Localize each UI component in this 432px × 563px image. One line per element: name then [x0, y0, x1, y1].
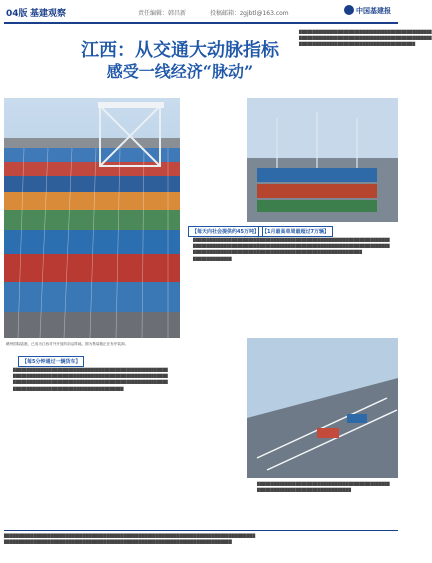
subhead-traffic: 【1月最高单周最超过7万辆】 [258, 226, 333, 237]
body-text-middle: ████████████████████████ ████████████████████████ ████████████████████████ ██████████████ [193, 238, 260, 261]
headline [70, 40, 290, 82]
subhead-freight: 【每天向社会提供约45万吨】 [188, 226, 263, 237]
body-text-right: ████████████████████████████████████████████████ ████████████████████████████████████████████████ ██████████████████████████████████████ [257, 238, 390, 255]
footer-rule [4, 530, 398, 531]
submission-email: 投稿邮箱：zgjbtl@163.com [210, 10, 289, 17]
page-footer [4, 533, 398, 545]
logo-text: 中国基建报 [356, 7, 391, 15]
page-number: 04版 [6, 9, 28, 19]
train-photo [247, 98, 398, 222]
body-text-top-right: ████████████████████████████████████████████████ ████████████████████████████████████████████████ ██████████████████████████████████████████ [299, 30, 432, 47]
header-rule [4, 22, 398, 24]
editor-credit: 责任编辑：韩昌新 [138, 10, 187, 17]
footer-line-1: ██████████████████████████████████████████████████████████████████████████████████████ [4, 533, 256, 538]
section-name: 基建观察 [30, 9, 67, 19]
photo-caption: 赣州国际陆港，已成为江西对外开放的前沿阵地。图为集装箱正在有序装卸。 [6, 342, 129, 346]
body-text-bottom-right: ████████████████████████████████████████████████ ██████████████████████████████████ [257, 482, 390, 493]
logo-icon [344, 5, 354, 15]
subhead-trucks: 【每5分钟通过一辆货车】 [18, 356, 84, 367]
body-text-bottom-left: ████████████████████████████████████████████████████████ ████████████████████████████████████████████████████████ ████████████████████████████████████████████████████████ ████████████████████████████████████████ [13, 368, 168, 391]
port-photo [4, 98, 180, 338]
newspaper-logo [344, 4, 400, 18]
page-header [0, 0, 402, 24]
footer-line-2: ██████████████████████████████████████████████████████████████████████████████ [4, 539, 232, 544]
headline-line-2: 感受一线经济“脉动” [106, 62, 254, 81]
highway-photo [247, 338, 398, 478]
headline-line-1: 江西：从交通大动脉指标 [81, 40, 279, 61]
